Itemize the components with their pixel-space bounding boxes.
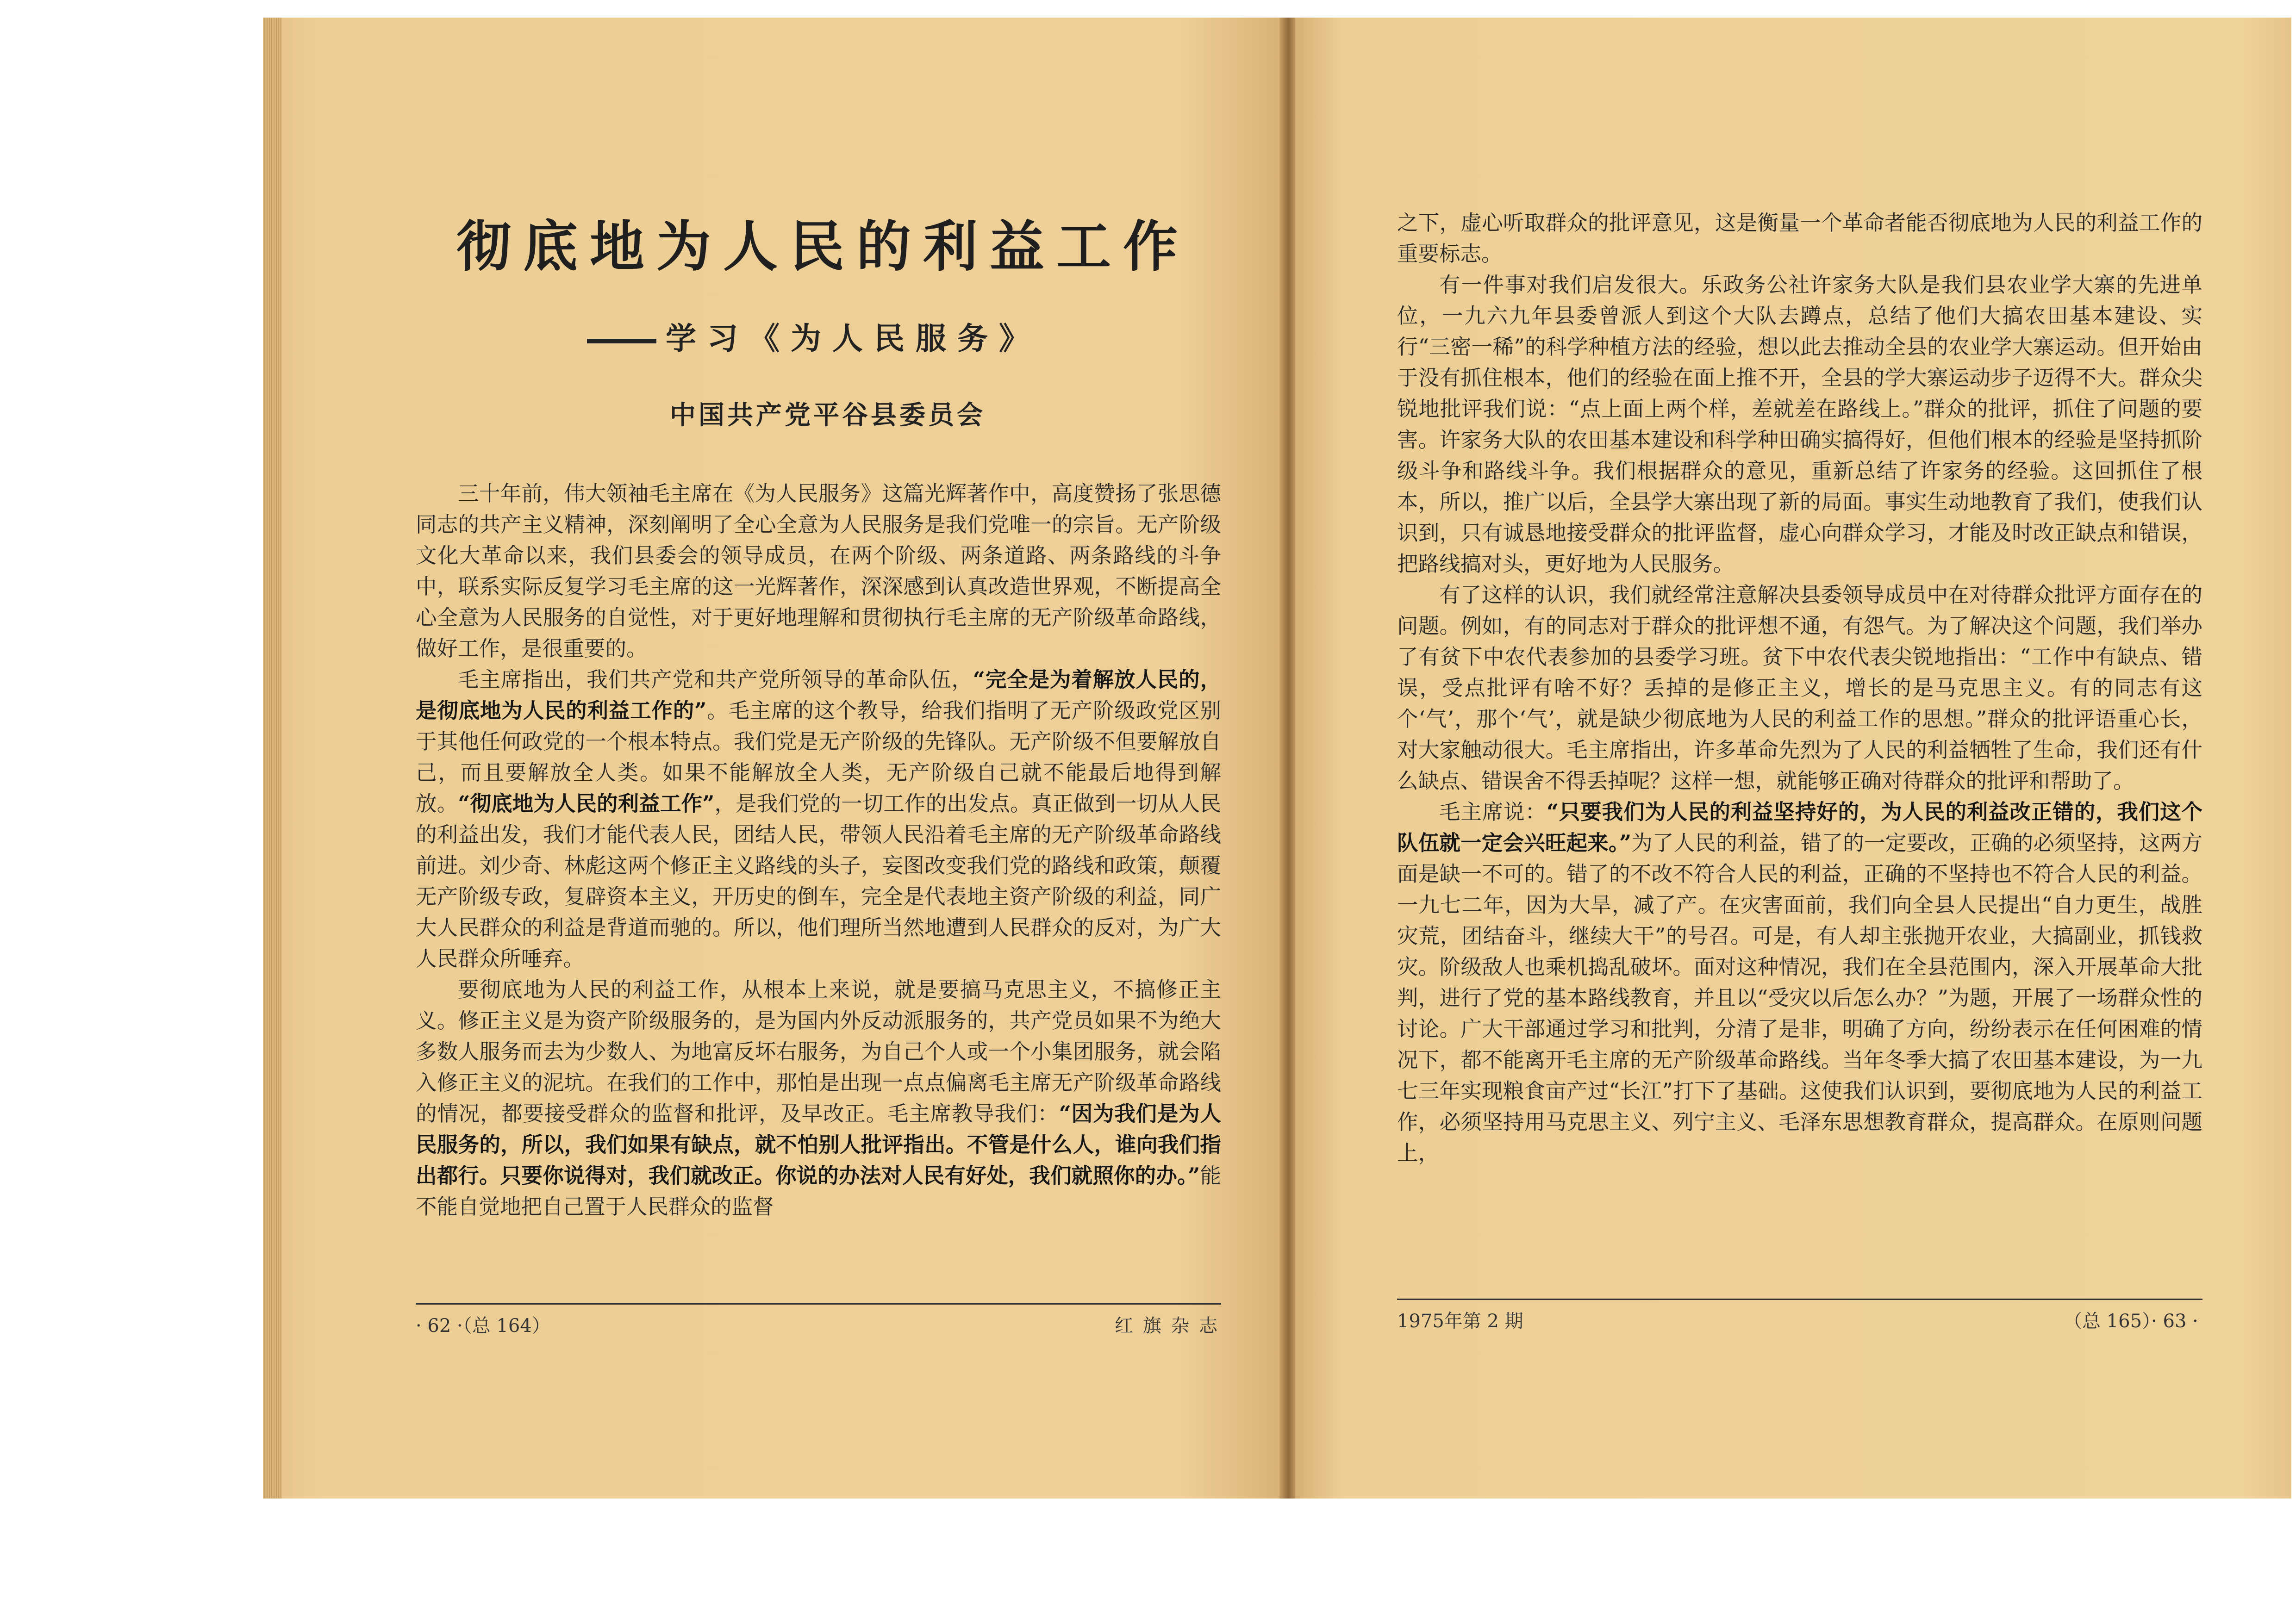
paragraph: 三十年前，伟大领袖毛主席在《为人民服务》这篇光辉著作中，高度赞扬了张思德同志的共产主义精神，深刻阐明了全心全意为人民服务是我们党唯一的宗旨。无产阶级文化大革命以来，我们县委会的领导成员，在两个阶级、两条道路、两条路线的斗争中，联系实际反复学习毛主席的这一光辉著作，深深感到认真改造世界观，不断提高全心全意为人民服务的自觉性，对于更好地理解和贯彻执行毛主席的无产阶级革命路线，做好工作，是很重要的。 — [416, 481, 1221, 661]
right-body-text — [1397, 207, 2202, 1169]
paragraph: 之下，虚心听取群众的批评意见，这是衡量一个革命者能否彻底地为人民的利益工作的重要标志。 — [1397, 211, 2202, 266]
paragraph — [1397, 796, 2202, 1169]
page-stack-edge — [263, 18, 281, 1499]
footer-issue: 1975年第 2 期 — [1397, 1311, 1523, 1332]
text-run: 毛主席说： — [1439, 800, 1547, 824]
text-run: 为了人民的利益，错了的一定要改，正确的必须坚持，这两方面是缺一不可的。错了的不改不符合人民的利益，正确的不坚持也不符合人民的利益。一九七二年，因为大旱，减了产。在灾害面前，我们向全县人民提出“自力更生，战胜灾荒，团结奋斗，继续大干”的号召。可是，有人却主张抛开农业，大搞副业，抓钱救灾。阶级敌人也乘机捣乱破坏。面对这种情况，我们在全县范围内，深入开展革命大批判，进行了党的基本路线教育，并且以“受灾以后怎么办？”为题，开展了一场群众性的讨论。广大干部通过学习和批判，分清了是非，明确了方向，纷纷表示在任何困难的情况下，都不能离开毛主席的无产阶级革命路线。当年冬季大搞了农田基本建设，为一九七三年实现粮食亩产过“长江”打下了基础。这使我们认识到，要彻底地为人民的利益工作，必须坚持用马克思主义、列宁主义、毛泽东思想教育群众，提高群众。在原则问题上， — [1397, 831, 2202, 1165]
quote-emphasis: “完全是为着解放人民的，是彻底地为人民的利益工作的” — [416, 667, 1221, 723]
paragraph — [416, 974, 1221, 1222]
subtitle-text: 学习《为人民服务》 — [666, 320, 1041, 356]
paragraph — [416, 664, 1221, 974]
right-page — [1295, 18, 2291, 1499]
text-run: 毛主席指出，我们共产党和共产党所领导的革命队伍， — [458, 667, 973, 692]
footer-page-number: （总 165）· 63 · — [2064, 1311, 2198, 1332]
footer-page-number: · 62 ·（总 164） — [416, 1315, 550, 1337]
quote-emphasis: “只要我们为人民的利益坚持好的，为人民的利益改正错的，我们这个队伍就一定会兴旺起来。” — [1397, 799, 2202, 855]
book-gutter — [1279, 18, 1297, 1499]
paragraph: 有了这样的认识，我们就经常注意解决县委领导成员中在对待群众批评方面存在的问题。例如，有的同志对于群众的批评想不通，有怨气。为了解决这个问题，我们举办了有贫下中农代表参加的县委学习班。贫下中农代表尖锐地指出：“工作中有缺点、错误，受点批评有啥不好？丢掉的是修正主义，增长的是马克思主义。有的同志有这个‘气’，那个‘气’，就是缺少彻底地为人民的利益工作的思想。”群众的批评语重心长，对大家触动很大。毛主席指出，许多革命先烈为了人民的利益牺牲了生命，我们还有什么缺点、错误舍不得丢掉呢？这样一想，就能够正确对待群众的批评和帮助了。 — [1397, 583, 2202, 793]
footer-magazine-name: 红 旗 杂 志 — [1115, 1315, 1220, 1337]
subtitle-dash — [587, 339, 656, 343]
quote-emphasis: “因为我们是为人民服务的，所以，我们如果有缺点，就不怕别人批评指出。不管是什么人，谁向我们指出都行。只要你说得对，我们就改正。你说的办法对人民有好处，我们就照你的办。” — [416, 1101, 1222, 1188]
text-run: 要彻底地为人民的利益工作，从根本上来说，就是要搞马克思主义，不搞修正主义。修正主义是为资产阶级服务的，是为国内外反动派服务的，共产党员如果不为绝大多数人服务而去为少数人、为地富反坏右服务，为自己个人或一个小集团服务，就会陷入修正主义的泥坑。在我们的工作中，那怕是出现一点点偏离毛主席无产阶级革命路线的情况，都要接受群众的监督和批评，及早改正。毛主席教导我们： — [416, 977, 1221, 1126]
text-run: ，是我们党的一切工作的出发点。真正做到一切从人民的利益出发，我们才能代表人民，团结人民，带领人民沿着毛主席的无产阶级革命路线前进。刘少奇、林彪这两个修正主义路线的头子，妄图改变我们党的路线和政策，颠覆无产阶级专政，复辟资本主义，开历史的倒车，完全是代表地主资产阶级的利益，同广大人民群众的利益是背道而驰的。所以，他们理所当然地遭到人民群众的反对，为广大人民群众所唾弃。 — [416, 791, 1221, 971]
article-title: 彻底地为人民的利益工作 — [456, 214, 1190, 279]
text-run: 能不能自觉地把自己置于人民群众的监督 — [416, 1163, 1221, 1219]
magazine-spread — [263, 18, 2291, 1499]
text-run: 。毛主席的这个教导，给我们指明了无产阶级政党区别于其他任何政党的一个根本特点。我们党是无产阶级的先锋队。无产阶级不但要解放自己，而且要解放全人类。如果不能解放全人类，无产阶级自己就不能最后地得到解放。 — [416, 698, 1221, 816]
footer-rule — [416, 1303, 1221, 1305]
left-page — [263, 18, 1281, 1499]
left-body-text — [416, 478, 1221, 1222]
quote-emphasis: “彻底地为人民的利益工作” — [458, 791, 715, 816]
footer-rule — [1397, 1299, 2202, 1300]
paragraph: 有一件事对我们启发很大。乐政务公社许家务大队是我们县农业学大寨的先进单位，一九六九年县委曾派人到这个大队去蹲点，总结了他们大搞农田基本建设、实行“三密一稀”的科学种植方法的经验，想以此去推动全县的农业学大寨运动。但开始由于没有抓住根本，他们的经验在面上推不开，全县的学大寨运动步子迈得不大。群众尖锐地批评我们说：“点上面上两个样，差就差在路线上。”群众的批评，抓住了问题的要害。许家务大队的农田基本建设和科学种田确实搞得好，但他们根本的经验是坚持抓阶级斗争和路线斗争。我们根据群众的意见，重新总结了许家务的经验。这回抓住了根本，所以，推广以后，全县学大寨出现了新的局面。事实生动地教育了我们，使我们认识到，只有诚恳地接受群众的批评监督，虚心向群众学习，才能及时改正缺点和错误，把路线搞对头，更好地为人民服务。 — [1397, 273, 2202, 576]
article-author: 中国共产党平谷县委员会 — [670, 400, 986, 430]
article-subtitle — [587, 314, 1142, 358]
